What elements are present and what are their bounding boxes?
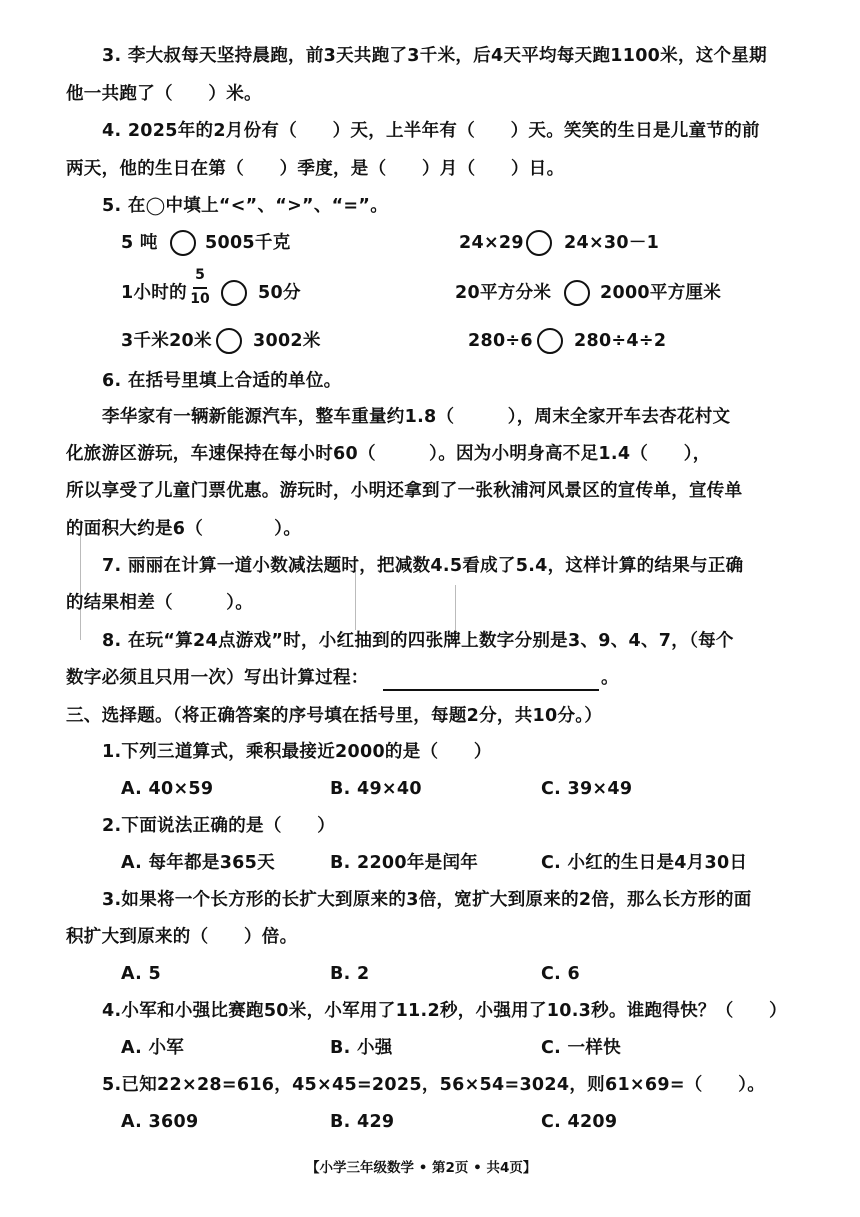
q3-line1: 3. 李大叔每天坚持晨跑，前3天共跑了3千米，后4天平均每天跑1100米，这个星期 bbox=[102, 46, 767, 66]
mc-q4-option-a[interactable]: A. 小军 bbox=[121, 1038, 185, 1058]
mc-q1: 1.下列三道算式，乘积最接近2000的是（ ） bbox=[102, 742, 492, 762]
q5-l3-b: 3002米 bbox=[253, 331, 321, 351]
mc-q4-option-c[interactable]: C. 一样快 bbox=[541, 1038, 621, 1058]
mc-q3-option-b[interactable]: B. 2 bbox=[330, 964, 370, 984]
mc-q3-line2: 积扩大到原来的（ ）倍。 bbox=[66, 927, 298, 947]
q6-line3: 所以享受了儿童门票优惠。游玩时，小明还拿到了一张秋浦河风景区的宣传单，宣传单 bbox=[66, 481, 743, 501]
q7-line1: 7. 丽丽在计算一道小数减法题时，把减数4.5看成了5.4，这样计算的结果与正确 bbox=[102, 556, 744, 576]
q5-r2-a: 20平方分米 bbox=[455, 283, 552, 303]
q8-period: 。 bbox=[601, 668, 619, 688]
fraction-bar bbox=[193, 287, 207, 289]
mc-q5: 5.已知22×28=616，45×45=2025，56×54=3024，则61×69=（ ）。 bbox=[102, 1075, 766, 1095]
q3-line2: 他一共跑了（ ）米。 bbox=[66, 84, 262, 104]
q6-line4: 的面积大约是6（ ）。 bbox=[66, 519, 302, 539]
q5-l2-b: 50分 bbox=[258, 283, 301, 303]
mc-q3-option-c[interactable]: C. 6 bbox=[541, 964, 580, 984]
q6-line1: 李华家有一辆新能源汽车，整车重量约1.8（ ），周末全家开车去杏花村文 bbox=[102, 407, 731, 427]
mc-q5-option-b[interactable]: B. 429 bbox=[330, 1112, 395, 1132]
mc-q3-option-a[interactable]: A. 5 bbox=[121, 964, 161, 984]
compare-circle[interactable] bbox=[526, 230, 552, 256]
q4-line1: 4. 2025年的2月份有（ ）天，上半年有（ ）天。笑笑的生日是儿童节的前 bbox=[102, 121, 760, 141]
q5-l1-a: 5 吨 bbox=[121, 233, 158, 253]
mc-q3-line1: 3.如果将一个长方形的长扩大到原来的3倍，宽扩大到原来的2倍，那么长方形的面 bbox=[102, 890, 752, 910]
mc-q1-option-b[interactable]: B. 49×40 bbox=[330, 779, 422, 799]
compare-circle[interactable] bbox=[564, 280, 590, 306]
scan-artifact bbox=[355, 570, 356, 630]
mc-q4: 4.小军和小强比赛跑50米，小军用了11.2秒，小强用了10.3秒。谁跑得快？（ ） bbox=[102, 1001, 787, 1021]
mc-q1-option-c[interactable]: C. 39×49 bbox=[541, 779, 633, 799]
answer-blank-line[interactable] bbox=[383, 689, 599, 691]
mc-q2-option-b[interactable]: B. 2200年是闰年 bbox=[330, 853, 479, 873]
mc-q2: 2.下面说法正确的是（ ） bbox=[102, 816, 336, 836]
mc-q5-option-c[interactable]: C. 4209 bbox=[541, 1112, 618, 1132]
mc-q2-option-c[interactable]: C. 小红的生日是4月30日 bbox=[541, 853, 748, 873]
compare-circle[interactable] bbox=[537, 328, 563, 354]
mc-q4-option-b[interactable]: B. 小强 bbox=[330, 1038, 393, 1058]
q5-l1-b: 5005千克 bbox=[205, 233, 291, 253]
mc-q2-option-a[interactable]: A. 每年都是365天 bbox=[121, 853, 275, 873]
q5-l2-a: 1小时的 bbox=[121, 283, 187, 303]
q5-title: 5. 在◯中填上“<”、“>”、“=”。 bbox=[102, 196, 388, 216]
q7-line2: 的结果相差（ ）。 bbox=[66, 593, 254, 613]
q5-r1-b: 24×30－1 bbox=[564, 233, 660, 253]
scan-artifact bbox=[455, 585, 456, 635]
section3-heading: 三、选择题。（将正确答案的序号填在括号里，每题2分，共10分。） bbox=[66, 706, 603, 726]
mc-q1-option-a[interactable]: A. 40×59 bbox=[121, 779, 214, 799]
q5-r3-a: 280÷6 bbox=[468, 331, 533, 351]
q6-line2: 化旅游区游玩，车速保持在每小时60（ ）。因为小明身高不足1.4（ ）， bbox=[66, 444, 711, 464]
q5-r3-b: 280÷4÷2 bbox=[574, 331, 667, 351]
q8-line1: 8. 在玩“算24点游戏”时，小红抽到的四张牌上数字分别是3、9、4、7，（每个 bbox=[102, 631, 734, 651]
q5-l3-a: 3千米20米 bbox=[121, 331, 212, 351]
q6-title: 6. 在括号里填上合适的单位。 bbox=[102, 371, 342, 391]
fraction-denominator: 10 bbox=[190, 291, 210, 307]
compare-circle[interactable] bbox=[216, 328, 242, 354]
compare-circle[interactable] bbox=[221, 280, 247, 306]
mc-q5-option-a[interactable]: A. 3609 bbox=[121, 1112, 199, 1132]
q5-r2-b: 2000平方厘米 bbox=[600, 283, 722, 303]
compare-circle[interactable] bbox=[170, 230, 196, 256]
fraction-numerator: 5 bbox=[195, 267, 205, 283]
q5-r1-a: 24×29 bbox=[459, 233, 524, 253]
q4-line2: 两天，他的生日在第（ ）季度，是（ ）月（ ）日。 bbox=[66, 159, 565, 179]
page-footer: 【小学三年级数学 • 第2页 • 共4页】 bbox=[306, 1160, 537, 1176]
q8-line2: 数字必须且只用一次）写出计算过程： bbox=[66, 668, 369, 688]
